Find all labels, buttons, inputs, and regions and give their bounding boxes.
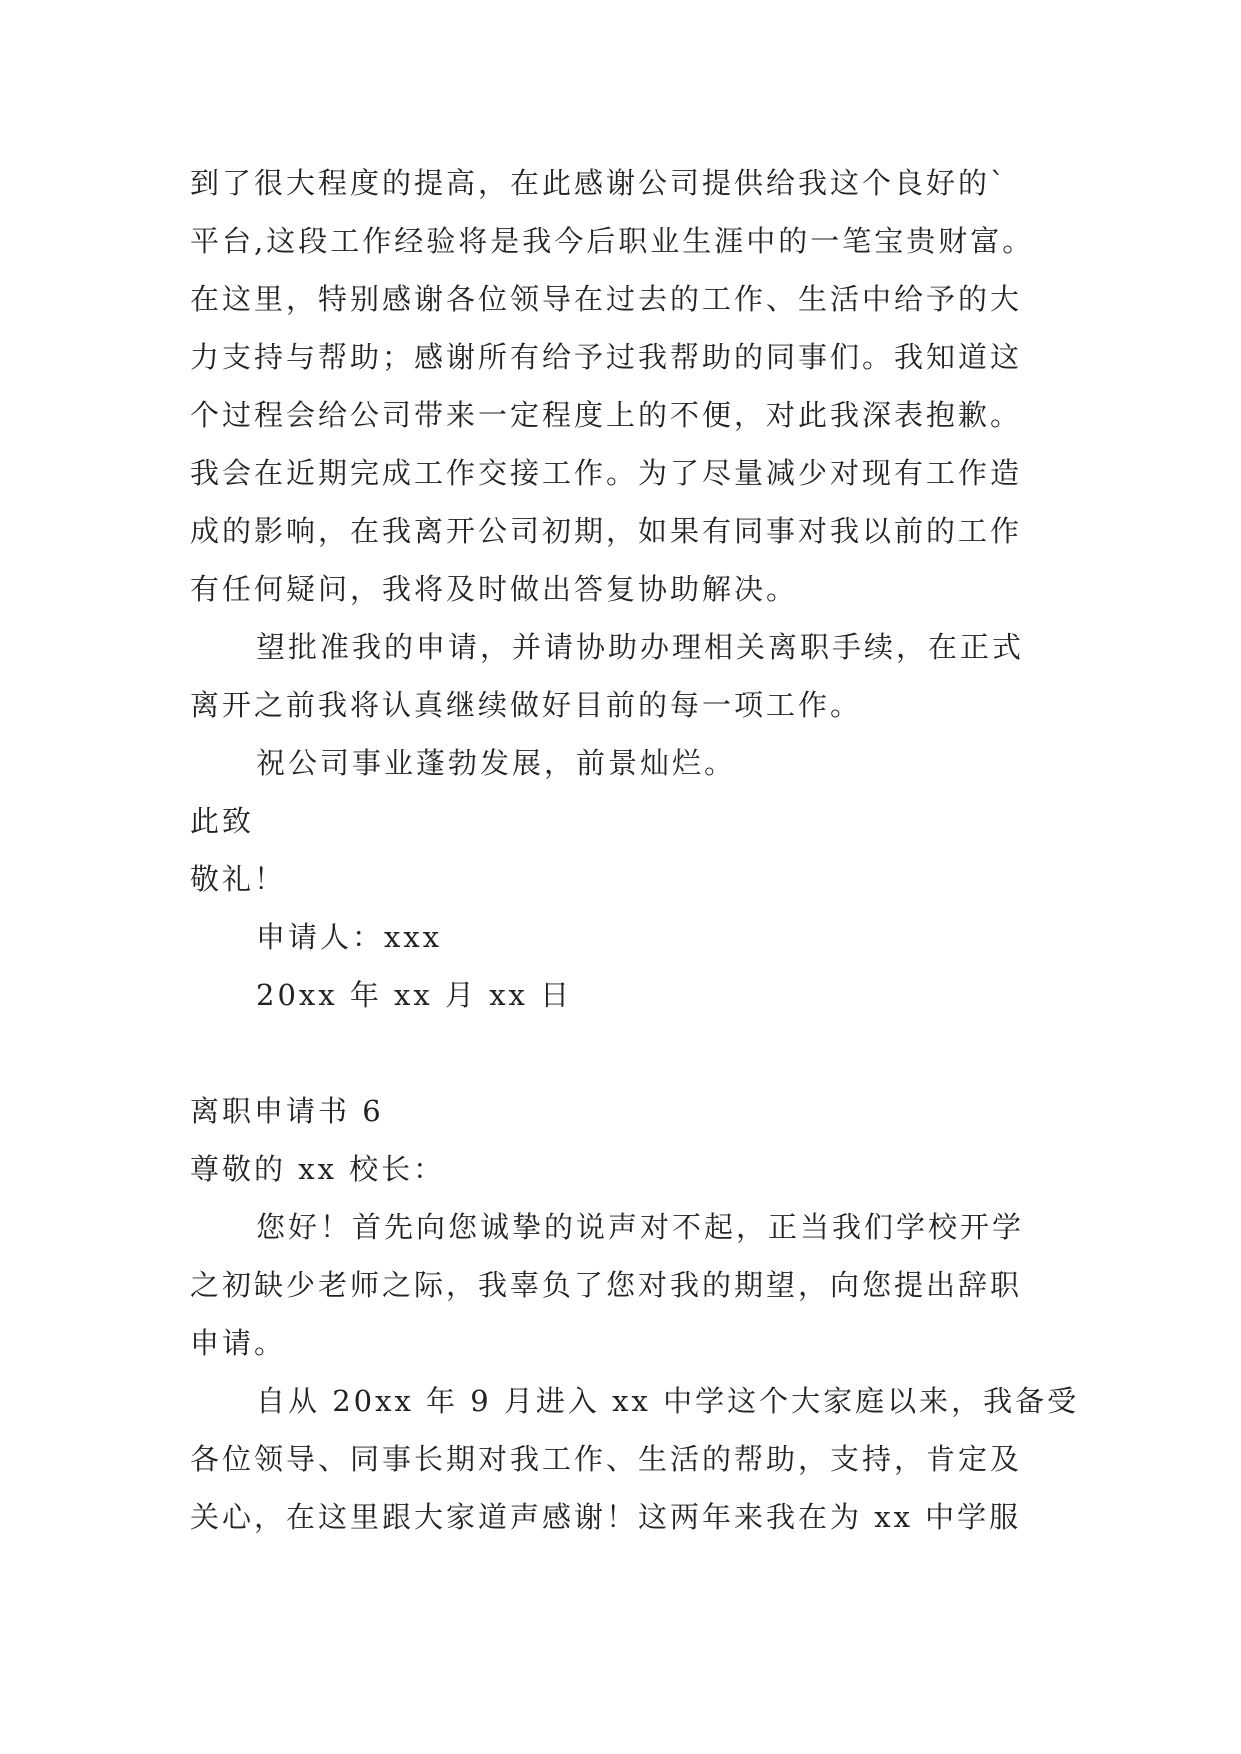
closing-line-2: 敬礼！ (190, 862, 287, 896)
closing-line-1: 此致 (190, 804, 255, 838)
paragraph-line: 您好！首先向您诚挚的说声对不起，正当我们学校开学 (256, 1210, 1025, 1244)
document-body (190, 154, 1130, 1546)
section-gap (190, 1024, 1130, 1082)
body-line: 力支持与帮助；感谢所有给予过我帮助的同事们。我知道这 (190, 340, 1023, 374)
body-line: 平台,这段工作经验将是我今后职业生涯中的一笔宝贵财富。 (190, 224, 1035, 258)
request-line: 望批准我的申请，并请协助办理相关离职手续，在正式 (256, 630, 1025, 664)
body-line: 我会在近期完成工作交接工作。为了尽量减少对现有工作造 (190, 456, 1023, 490)
paragraph-line: 之初缺少老师之际，我辜负了您对我的期望，向您提出辞职 (190, 1268, 1023, 1302)
body-line: 有任何疑问，我将及时做出答复协助解决。 (190, 572, 799, 606)
body-line: 在这里，特别感谢各位领导在过去的工作、生活中给予的大 (190, 282, 1023, 316)
body-line: 成的影响，在我离开公司初期，如果有同事对我以前的工作 (190, 514, 1023, 548)
paragraph-line: 申请。 (190, 1326, 287, 1360)
salutation-line: 尊敬的 xx 校长： (190, 1152, 446, 1186)
body-line: 个过程会给公司带来一定程度上的不便，对此我深表抱歉。 (190, 398, 1023, 432)
request-line: 离开之前我将认真继续做好目前的每一项工作。 (190, 688, 863, 722)
body-line: 到了很大程度的提高，在此感谢公司提供给我这个良好的` (190, 166, 1008, 200)
section-title: 离职申请书 6 (190, 1094, 384, 1128)
applicant-line: 申请人：xxx (256, 920, 443, 954)
paragraph-line: 关心，在这里跟大家道声感谢！这两年来我在为 xx 中学服 (190, 1500, 1022, 1534)
paragraph-line: 自从 20xx 年 9 月进入 xx 中学这个大家庭以来，我备受 (256, 1384, 1080, 1418)
paragraph-line: 各位领导、同事长期对我工作、生活的帮助，支持，肯定及 (190, 1442, 1023, 1476)
date-line: 20xx 年 xx 月 xx 日 (256, 978, 573, 1012)
wish-line: 祝公司事业蓬勃发展，前景灿烂。 (256, 746, 737, 780)
